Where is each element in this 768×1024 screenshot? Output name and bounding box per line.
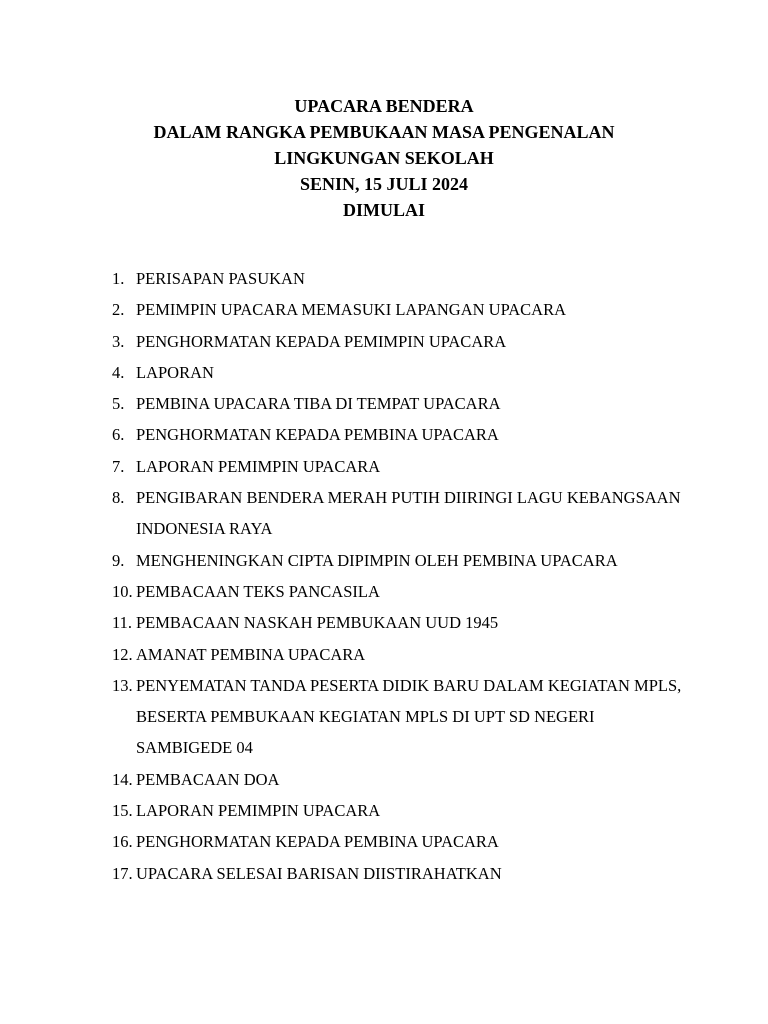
item-text: PENGIBARAN BENDERA MERAH PUTIH DIIRINGI LAGU KEBANGSAAN INDONESIA RAYA: [136, 488, 681, 539]
item-text: PEMBACAAN DOA: [136, 769, 280, 789]
item-number: 15.: [112, 801, 133, 821]
title-line-5: DIMULAI: [342, 200, 425, 220]
item-text: AMANAT PEMBINA UPACARA: [136, 644, 366, 664]
list-item: [112, 670, 692, 764]
item-text: PEMBACAAN NASKAH PEMBUKAAN UUD 1945: [136, 613, 499, 633]
list-item: [112, 263, 692, 294]
item-text: PEMIMPIN UPACARA MEMASUKI LAPANGAN UPACARA: [136, 300, 567, 320]
item-number: 4.: [112, 362, 125, 382]
item-number: 6.: [112, 425, 125, 445]
item-text: PENGHORMATAN KEPADA PEMIMPIN UPACARA: [136, 331, 507, 351]
item-text: PEMBACAAN TEKS PANCASILA: [136, 581, 380, 601]
list-item: [112, 607, 692, 638]
list-item: [112, 294, 692, 325]
item-number: 11.: [112, 613, 133, 633]
item-number: 5.: [112, 394, 125, 414]
item-text: LAPORAN PEMIMPIN UPACARA: [136, 456, 381, 476]
title-line-2: DALAM RANGKA PEMBUKAAN MASA PENGENALAN: [153, 122, 615, 142]
item-text: UPACARA SELESAI BARISAN DIISTIRAHATKAN: [136, 863, 502, 883]
item-text: MENGHENINGKAN CIPTA DIPIMPIN OLEH PEMBINA UPACARA: [136, 550, 618, 570]
item-number: 1.: [112, 269, 125, 288]
document-title: [0, 93, 768, 223]
item-number: 8.: [112, 488, 125, 508]
list-item: [112, 326, 692, 357]
item-text: PENGHORMATAN KEPADA PEMBINA UPACARA: [136, 425, 499, 445]
item-number: 17.: [112, 863, 133, 883]
list-item: [112, 419, 692, 450]
list-item: [112, 451, 692, 482]
item-number: 16.: [112, 832, 133, 852]
list-item: [112, 639, 692, 670]
list-item: [112, 357, 692, 388]
list-item: [112, 545, 692, 576]
list-item: [112, 858, 692, 889]
agenda-list: [112, 263, 692, 889]
list-item: [112, 764, 692, 795]
list-item: [112, 576, 692, 607]
title-line-3: LINGKUNGAN SEKOLAH: [274, 148, 494, 168]
item-text: LAPORAN PEMIMPIN UPACARA: [136, 801, 381, 821]
list-item: [112, 388, 692, 419]
item-text: LAPORAN: [136, 362, 214, 382]
item-text: PENYEMATAN TANDA PESERTA DIDIK BARU DALAM KEGIATAN MPLS, BESERTA PEMBUKAAN KEGIATAN MPLS DI UPT SD NEGERI SAMBIGEDE 04: [136, 675, 682, 758]
item-text: PERISAPAN PASUKAN: [136, 269, 305, 288]
item-number: 2.: [112, 300, 125, 320]
item-number: 9.: [112, 550, 125, 570]
list-item: [112, 795, 692, 826]
item-number: 3.: [112, 331, 125, 351]
item-number: 12.: [112, 644, 133, 664]
list-item: [112, 482, 692, 545]
item-text: PEMBINA UPACARA TIBA DI TEMPAT UPACARA: [136, 394, 501, 414]
item-text: PENGHORMATAN KEPADA PEMBINA UPACARA: [136, 832, 499, 852]
item-number: 10.: [112, 581, 133, 601]
item-number: 14.: [112, 769, 133, 789]
title-line-1: UPACARA BENDERA: [294, 96, 474, 116]
item-number: 7.: [112, 456, 125, 476]
list-item: [112, 826, 692, 857]
item-number: 13.: [112, 675, 133, 695]
title-line-4: SENIN, 15 JULI 2024: [299, 174, 469, 194]
